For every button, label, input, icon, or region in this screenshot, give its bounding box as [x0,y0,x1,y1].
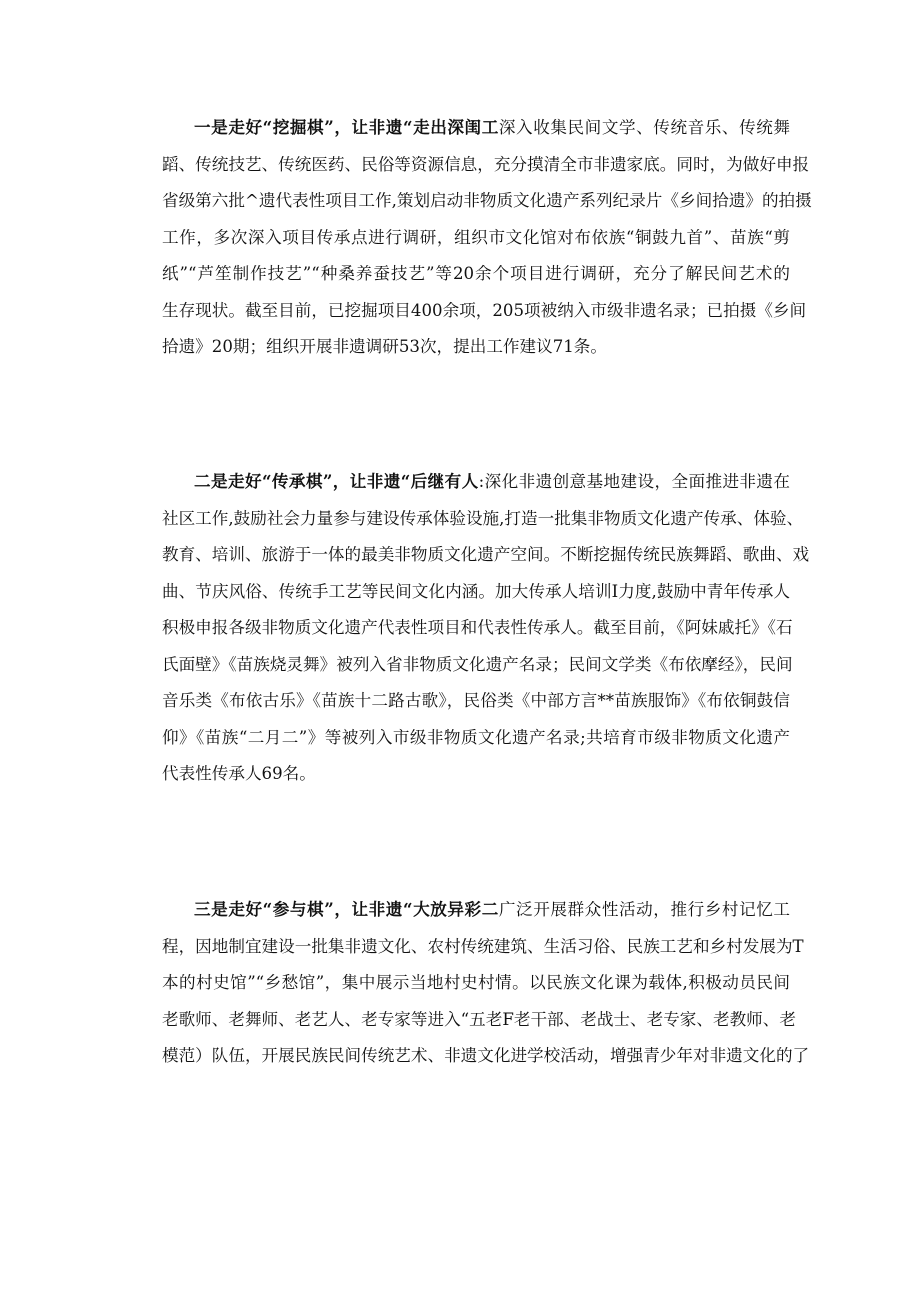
paragraph-line: 仰》《苗族“二月二”》等被列入市级非物质文化遗产名录;共培育市级非物质文化遗产 [162,727,790,747]
paragraph-line: 生存现状。截至目前，已挖掘项目400余项，205项被纳入市级非遗名录；已拍摄《乡间 [162,300,807,320]
paragraph-1 [162,117,812,373]
paragraph-3 [162,899,810,1082]
paragraph-line: 代表性传承人69名。 [162,764,316,783]
paragraph-line: 二是走好“传承棋”，让非遗“后继有人:深化非遗创意基地建设，全面推进非遗在 [194,471,791,491]
paragraph-line: 拾遗》20期；组织开展非遗调研53次，提出工作建议71条。 [162,337,607,356]
paragraph-line: 教育、培训、旅游于一体的最美非物质文化遗产空间。不断挖掘传统民族舞蹈、歌曲、戏 [162,545,810,564]
paragraph-line: 曲、节庆风俗、传统手工艺等民间文化内涵。加大传承人培训I力度,鼓励中青年传承人 [162,581,790,601]
paragraph-line: 一是走好“挖掘棋”，让非遗“走出深闺工深入收集民间文学、传统音乐、传统舞 [194,117,791,137]
paragraph-line: 老歌师、老舞师、老艺人、老专家等进入“五老F老干部、老战士、老专家、老教师、老 [162,1009,796,1029]
paragraph-line: 工作，多次深入项目传承点进行调研，组织市文化馆对布依族“铜鼓九首”、苗族“剪 [162,227,790,247]
paragraph-line: 氏面壁》《苗族烧灵舞》被列入省非物质文化遗产名录；民间文学类《布依摩经》，民间 [162,654,793,674]
paragraph-lead: 一是走好“挖掘棋”，让非遗“走出深闺工 [194,117,499,137]
paragraph-lead: 三是走好“参与棋”，让非遗“大放异彩二 [194,899,499,919]
paragraph-line: 程，因地制宜建设一批集非遗文化、农村传统建筑、生活习俗、民族工艺和乡村发展为T [162,936,804,956]
paragraph-line: 模范）队伍，开展民族民间传统艺术、非遗文化进学校活动，增强青少年对非遗文化的了 [162,1046,810,1065]
paragraph-line: 本的村史馆”“乡愁馆”，集中展示当地村史村情。以民族文化课为载体,积极动员民间 [162,973,790,992]
paragraph-line: 蹈、传统技艺、传统医药、民俗等资源信息，充分摸清全市非遗家底。同时，为做好申报 [162,154,810,174]
paragraph-line: 省级第六批^遗代表性项目工作,策划启动非物质文化遗产系列纪录片《乡间拾遗》的拍摄 [162,191,812,210]
paragraph-lead: 二是走好“传承棋”，让非遗“后继有人 [194,471,479,491]
paragraph-2 [162,471,810,800]
paragraph-line: 社区工作,鼓励社会力量参与建设传承体验设施,打造一批集非物质文化遗产传承、体验、 [162,508,804,528]
paragraph-line: 纸”“芦笙制作技艺”“种桑养蚕技艺”等20余个项目进行调研，充分了解民间艺术的 [162,264,790,283]
paragraph-line: 三是走好“参与棋”，让非遗“大放异彩二广泛开展群众性活动，推行乡村记忆工 [194,899,791,919]
paragraph-line: 积极申报各级非物质文化遗产代表性项目和代表性传承人。截至目前，《阿妹戚托》《石 [162,618,793,637]
paragraph-line: 音乐类《布依古乐》《苗族十二路古歌》，民俗类《中部方言**苗族服饰》《布依铜鼓信 [162,691,790,710]
